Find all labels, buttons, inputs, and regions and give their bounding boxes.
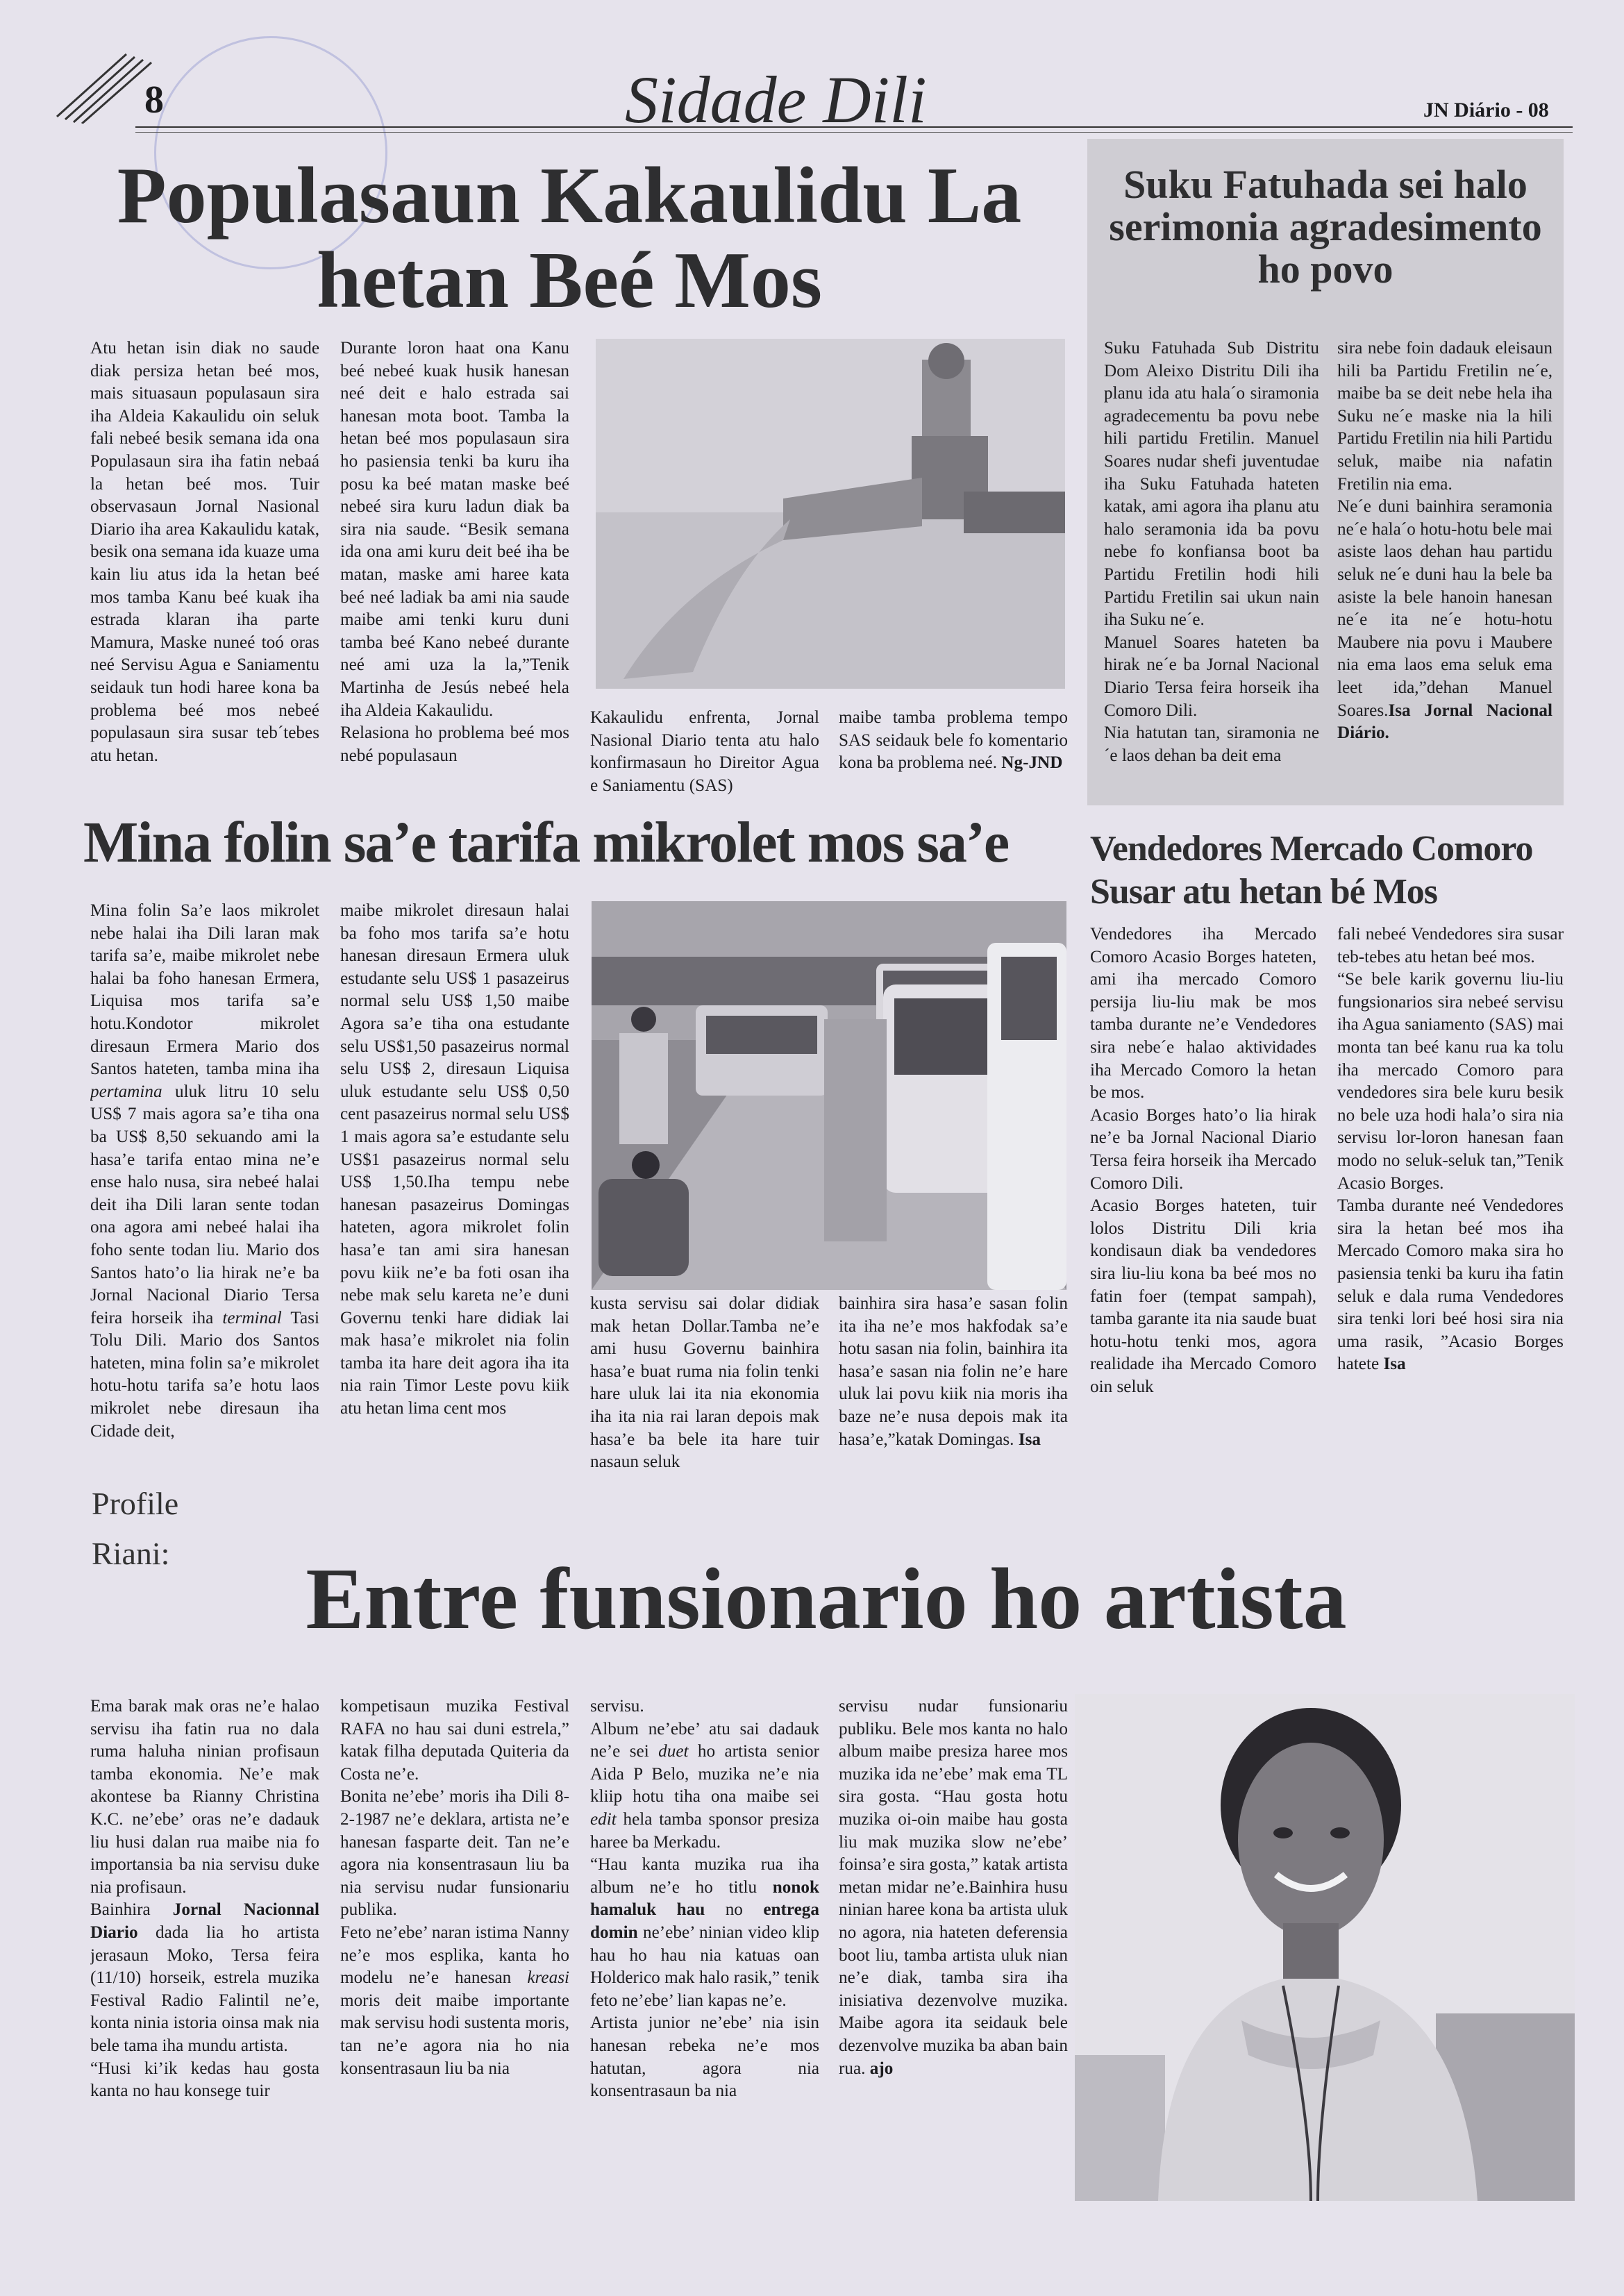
article5-column3	[590, 1695, 819, 2195]
header-rule-thin	[135, 132, 1573, 133]
article5-col1-text-c: “Husi ki’ik kedas hau gosta kanta no hau konsege tuir	[90, 2059, 319, 2101]
article4-headline-line1: Vendedores Mercado Comoro	[1090, 829, 1533, 869]
article5-col3-text-d: Artista junior ne’ebe’ nia isin hanesan rebeka ne’e mos hatutan, agora nia konsentrasaun ba nia	[590, 2013, 819, 2101]
article5-col4-text: servisu nudar funsionariu publiku. Bele mos kanta no halo album maibe presiza haree mos muzika ida ne’ebe’ mak ema TL sira gosta. “Hau gosta hotu muzika oi-oin maibe hau gosta liu mak muzika slow ne’ebe’ foinsa’e sira gosta,” katak artista metan midar ne’e.Bainhira husu ninian haree kona ba artista uluk no agora, nia hateten deferensia boot liu, tamba artista uluk nian ne’e diak, tamba sira iha inisiativa dezenvolve muzika. Maibe agora ita seidauk bele dezenvolve muzika ba aban bain rua.	[839, 1697, 1068, 2078]
article5-kicker-line2: Riani:	[92, 1536, 170, 1571]
article5-col1b-post: dada lia ho artista jerasaun Moko, Tersa feira (11/10) horseik, estrela muzika Festival Radio Falintil ne’e, konta ninia istoria oinsa mak nia bele tama iha mundu artista.	[90, 1922, 319, 2055]
article5-col3c-mid: no	[705, 1900, 764, 1920]
article2-headline: Suku Fatuhada sei halo serimonia agradesimento ho povo	[1109, 162, 1542, 292]
article1-col2-text: Durante loron haat ona Kanu beé nebeé kuak husik hanesan neé deit e halo estrada sai hanesan mota boot. Tamba la hetan beé mos populasaun sira ho pasiensia tenki ba kuru iha posu ka beé matan maske beé nebeé sira kuru ladun diak ba sira nia saude. “Besik semana ida ona ami kuru deit beé iha be matan, maske ami haree kata beé neé ladiak ba ami nia saude maibe ami tenki kuru duni tamba beé Kano nebeé durante neé ami uza la la,”Tenik Martinha de Jesús nebeé hela iha Aldeia Kakaulidu.	[340, 339, 569, 720]
article3-column4	[839, 1293, 1068, 1475]
article4-col2-text-b: “Se bele karik governu liu-liu fungsionarios sira nebeé servisu iha Agua saniamento (SAS) mai monta tan beé kanu rua ka tolu iha mercado Comoro para vendedores sira bele kuru besik no bele uza hodi hala’o sira nia servisu lor-loron hanesan faan modo no seluk-seluk tan,”Tenik Acasio Borges.	[1337, 970, 1564, 1193]
article4-col2-text-c: Tamba durante neé Vendedores sira la hetan beé mos iha Mercado Comoro maka sira ho pasiensia tenki ba kuru iha fatin seluk e dala ruma Vendedores sira tenki lori beé hosi sira nia uma rasik, ”Acasio Borges hatete	[1337, 1196, 1564, 1374]
header-rule	[135, 126, 1573, 128]
article5-col3b-pre: Album ne’ebe’ atu sai dadauk ne’e sei	[590, 1719, 819, 1761]
article2-col1-text: Suku Fatuhada Sub Distritu Dom Aleixo Distritu Dili iha planu ida atu hala´o siramonia agradecementu ba povu nebe hili partidu Fretilin. Manuel Soares nudar shefi juventudae iha Suku Fatuhada hateten katak, ami agora iha planu atu halo seramonia ida ba povu nebe fo konfiansa boot ba Partidu Fretilin hodi hili Partidu Fretilin sai ukun nain iha Suku ne´e.	[1104, 339, 1319, 630]
article1-column3	[590, 707, 819, 804]
article4-column1	[1090, 923, 1316, 1476]
article3-col1-end: Tasi Tolu Dili. Mario dos Santos hateten, mina folin sa’e mikrolet hotu-hotu tarifa sa’e hotu laos mikrolet nebe diresaun iha Cidade deit,	[90, 1308, 319, 1441]
article1-headline-line2: hetan Beé Mos	[316, 235, 823, 325]
article1-column2	[340, 337, 569, 800]
article4-col1-text-b: Acasio Borges hato’o lia hirak ne’e ba Jornal Nacional Diario Tersa feira horseik iha Mercado Comoro Dili.	[1090, 1105, 1316, 1193]
article5-col1b-pre: Bainhira	[90, 1900, 173, 1920]
article2-signature: Isa Jornal Nacional Diário.	[1337, 701, 1552, 743]
article3-col4-text: bainhira sira hasa’e sasan folin ita iha ne’e mos hakfodak sa’e hotu sasan nia folin, bainhira ita hasa’e sasan nia folin ne’e hare uluk lai povu kiik nia moris iha baze ne’e nusa depois mak ita hasa’e,”katak Domingas.	[839, 1294, 1068, 1449]
article3-signature: Isa	[1018, 1430, 1041, 1449]
section-title: Sidade Dili	[625, 62, 927, 137]
article5-col2c-pre: Feto ne’ebe’ naran istima Nanny ne’e mos esplika, kanta ho modelu ne’e hanesan	[340, 1922, 569, 1988]
article2-col1-text-c: Nia hatutan tan, siramonia ne´e laos dehan ba deit ema	[1104, 723, 1319, 765]
article5-kicker	[92, 1479, 178, 1579]
article5-col3c-bold: nonok hamaluk hau	[590, 1877, 819, 1920]
article3-column1	[90, 900, 319, 1473]
article4-col1-text: Vendedores iha Mercado Comoro Acasio Borges hateten, ami iha mercado Comoro persija liu-liu mak be mos tamba durante ne’e Vendedores sira nebe´e halao aktividades iha Mercado Comoro la hetan be mos.	[1090, 925, 1316, 1103]
article5-col3b-mid: ho artista senior Aida P Belo, muzika ne’e nia kliip hotu tiha ona maibe sei	[590, 1742, 819, 1807]
article5-col3b-italic2: edit	[590, 1809, 617, 1829]
article4-col2-text: fali nebeé Vendedores sira susar teb-tebes atu hetan beé mos.	[1337, 925, 1564, 966]
article2-col2-text-b: Ne´e duni bainhira seramonia ne´e hala´o hotu-hotu bele mai asiste laos dehan hau partidu seluk ne´e duni hau la bele ba asiste la bele hanoin hanesan ne´e ita ne´e hotu-hotu Maubere nia povu i Maubere nia ema laos ema seluk ema leet ida,”dehan Manuel Soares.	[1337, 497, 1552, 720]
article2-col1-text-b: Manuel Soares hateten ba hirak ne´e ba Jornal Nacional Diario Tersa feira horseik iha Comoro Dili.	[1104, 632, 1319, 720]
article4-col1-text-c: Acasio Borges hateten, tuir lolos Distritu Dili kria kondisaun diak ba vendedores sira liu-liu kona ba beé mos no fatin foer (tempat sampah), tamba garante ita nia saude buat hotu-hotu tenki mos, agora realidade iha Mercado Comoro oin seluk	[1090, 1196, 1316, 1396]
article5-kicker-line1: Profile	[92, 1486, 179, 1521]
article3-col3-text: kusta servisu sai dolar didiak mak hetan Dollar.Tamba ne’e ami husu Governu bainhira hasa’e buat ruma nia folin tenki hare uluk lai ita nia ekonomia iha ita nia rai laran depois mak hasa’e ba bele ita hare tuir nasaun seluk	[590, 1294, 819, 1472]
article5-col3c-bold2: entrega domin	[590, 1900, 819, 1942]
article5-column1	[90, 1695, 319, 2195]
portrait-photo	[1075, 1694, 1575, 2201]
traffic-photo	[592, 901, 1066, 1290]
article1-headline	[104, 151, 1035, 325]
article5-headline: Entre funsionario ho artista	[305, 1551, 1347, 1648]
paper-reference: JN Diário - 08	[1423, 99, 1549, 121]
article4-column2	[1337, 923, 1564, 1476]
article2-column2	[1337, 337, 1552, 800]
article5-col3b-italic1: duet	[658, 1742, 689, 1761]
article1-col2-text-b: Relasiona ho problema beé mos nebé populasaun	[340, 723, 569, 765]
article4-headline	[1090, 828, 1576, 914]
article2-column1	[1104, 337, 1319, 800]
article5-col3b-post: hela tamba sponsor presiza haree ba Merkadu.	[590, 1809, 819, 1852]
article3-col1-text: Mina folin Sa’e laos mikrolet nebe halai iha Dili laran mak tarifa sa’e, maibe mikrolet nebe halai ba foho hanesan Ermera, Liquisa mos tarifa sa’e hotu.Kondotor mikrolet diresaun Ermera Mario dos Santos hateten, tamba mina iha	[90, 901, 319, 1079]
article5-signature: ajo	[869, 2059, 894, 2078]
faucet-photo	[596, 339, 1065, 689]
article4-signature: Isa	[1383, 1355, 1406, 1374]
article1-headline-line1: Populasaun Kakaulidu La	[117, 151, 1022, 240]
article5-column2	[340, 1695, 569, 2195]
article3-col1-italic2: terminal	[222, 1308, 282, 1327]
article3-column2	[340, 900, 569, 1473]
article1-col1-text: Atu hetan isin diak no saude diak persiza hetan beé mos, mais situasaun populasaun sira iha Aldeia Kakaulidu oin seluk fali nebeé besik semana ida ona Populasaun sira iha fatin nebaá la hetan beé mos. Tuir observasaun Jornal Nasional Diario iha area Kakaulidu katak, besik ona semana ida kuaze uma kain liu atus ida la hetan beé mos tamba Kanu beé kuak iha estrada klaran iha parte Mamura, Maske nuneé toó oras neé Servisu Agua e Saniamentu seidauk tun hodi haree kona ba problema beé mos nebeé populasaun sira susar teb´tebes atu hetan.	[90, 339, 319, 765]
article5-column4	[839, 1695, 1068, 2195]
article3-headline: Mina folin sa’e tarifa mikrolet mos sa’e	[83, 810, 1009, 875]
article5-col1-text: Ema barak mak oras ne’e halao servisu iha fatin rua no dala ruma haluha ninian profisaun tamba ekonomia. Ne’e mak akontese ba Rianny Christina K.C. ne’ebe’ oras ne’e dadauk liu husi dalan rua maibe nia fo importansia ba nia servisu duke nia profisaun.	[90, 1697, 319, 1897]
article5-col1b-bold: Jornal Nacionnal Diario	[90, 1900, 319, 1942]
article4-headline-line2: Susar atu hetan bé Mos	[1090, 872, 1438, 912]
article1-column1	[90, 337, 319, 800]
article5-col3c-pre: “Hau kanta muzika rua iha album ne’e ho titlu	[590, 1855, 819, 1897]
article5-col2c-italic: kreasi	[527, 1968, 569, 1988]
article1-column4	[839, 707, 1068, 804]
article5-col3c-post: ne’ebe’ ninian video klip hau ho hau nia katuas oan Holderico mak halo rasik,” tenik feto ne’ebe’ lian kapas ne’e.	[590, 1922, 819, 2010]
article3-col1-italic: pertamina	[90, 1082, 162, 1101]
article3-col2-text: maibe mikrolet diresaun halai ba foho mos tarifa sa’e hotu hanesan diresaun Ermera uluk estudante selu US$ 1 pasazeirus normal selu US$ 1,50 maibe Agora sa’e tiha ona estudante selu US$1,50 pasazeirus normal selu US$ 2, diresaun Liquisa uluk estudante selu US$ 0,50 cent pasazeirus normal selu US$ 1 mais agora sa’e estudante selu US$1 pasazeirus normal selu US$ 1,50.Iha tempu nebe hanesan pasazeirus Domingas hateten, agora mikrolet folin hasa’e tan ami sira hanesan povu kiik ne’e ba foti osan iha nebe mak selu kareta ne’e duni Governu tenki hare didiak lai mak hasa’e mikrolet nia folin tamba ita hare deit agora iha ita nia rain Timor Leste povu kiik atu hetan lima cent mos	[340, 901, 569, 1418]
article5-col2-text-b: Bonita ne’ebe’ moris iha Dili 8-2-1987 ne’e deklara, artista ne’e hanesan fasparte deit. Tan ne’e agora nia konsentrasaun liu ba nia servisu nudar funsionariu publika.	[340, 1787, 569, 1920]
article5-col2-text: kompetisaun muzika Festival RAFA no hau sai duni estrela,” katak filha deputada Quiteria da Costa ne’e.	[340, 1697, 569, 1784]
page-number: 8	[144, 78, 164, 121]
article1-signature: Ng-JND	[997, 753, 1063, 773]
article5-col2c-post: moris deit maibe importante mak servisu hodi sustenta moris, tan ne’e agora nia ho nia konsentrasaun liu ba nia	[340, 1991, 569, 2078]
article5-col3-text: servisu.	[590, 1697, 644, 1716]
article1-col4-text: maibe tamba problema tempo SAS seidauk bele fo komentario kona ba problema neé.	[839, 708, 1068, 773]
article3-column3	[590, 1293, 819, 1475]
article2-col2-text: sira nebe foin dadauk eleisaun hili ba Partidu Fretilin ne´e, maibe ba se deit nebe hela iha Suku ne´e maske nia la hili Partidu Fretilin nia hili Partidu seluk, maibe nia nafatin Fretilin nia ema.	[1337, 339, 1552, 494]
article1-col3-text: Kakaulidu enfrenta, Jornal Nasional Diario tenta atu halo konfirmasaun ho Direitor Agua e Saniamentu (SAS)	[590, 708, 819, 795]
article3-col1-cont: uluk litru 10 selu US$ 7 mais agora sa’e tiha ona ba US$ 8,50 sekuando ami la hasa’e tarifa entao mina ne’e ense halo nusa, sira nebeé halai deit iha Dili laran sente todan ona agora ami nebeé halai iha foho sente todan liu. Mario dos Santos hato’o lia hirak ne’e ba Jornal Nacional Diario Tersa feira horseik iha	[90, 1082, 319, 1327]
